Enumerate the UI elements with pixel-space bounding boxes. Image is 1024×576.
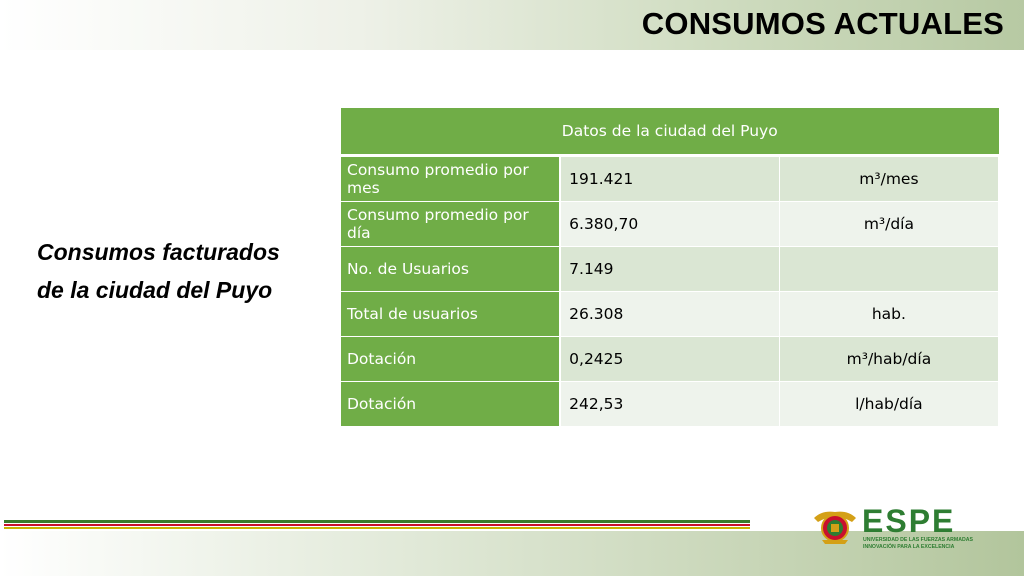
footer-stripe-red: [4, 524, 750, 526]
row-label: No. de Usuarios: [341, 247, 560, 292]
row-label: Dotación: [341, 337, 560, 382]
university-seal-icon: [812, 506, 858, 546]
footer-stripe-yellow: [4, 527, 750, 529]
svg-text:UNIVERSIDAD DE LAS FUERZAS ARM: UNIVERSIDAD DE LAS FUERZAS ARMADAS: [863, 537, 973, 543]
table-header: Datos de la ciudad del Puyo: [341, 108, 999, 156]
row-unit: l/hab/día: [779, 382, 998, 427]
espe-wordmark-icon: [862, 504, 996, 550]
slide-title: CONSUMOS ACTUALES: [641, 6, 1004, 41]
row-value: 7.149: [560, 247, 779, 292]
table-row: [341, 247, 999, 292]
table-row: [341, 202, 999, 247]
row-label: Consumo promedio por día: [341, 202, 560, 247]
table-row: [341, 337, 999, 382]
row-value: 242,53: [560, 382, 779, 427]
row-unit: m³/día: [779, 202, 998, 247]
row-value: 191.421: [560, 156, 779, 202]
subtitle-line-2: de la ciudad del Puyo: [37, 277, 273, 303]
row-label: Consumo promedio por mes: [341, 156, 560, 202]
svg-text:INNOVACIÓN PARA LA EXCELENCIA: INNOVACIÓN PARA LA EXCELENCIA: [863, 544, 955, 550]
table-row: [341, 156, 999, 202]
footer-stripe-green: [4, 520, 750, 523]
table-row: [341, 382, 999, 427]
row-value: 6.380,70: [560, 202, 779, 247]
subtitle: [37, 233, 327, 309]
data-table: [341, 108, 999, 427]
row-unit: m³/hab/día: [779, 337, 998, 382]
row-unit: hab.: [779, 292, 998, 337]
row-label: Total de usuarios: [341, 292, 560, 337]
table-row: [341, 292, 999, 337]
row-unit: [779, 247, 998, 292]
row-label: Dotación: [341, 382, 560, 427]
svg-text:ESPE: ESPE: [862, 504, 956, 539]
footer-stripes: [4, 520, 750, 530]
row-value: 26.308: [560, 292, 779, 337]
row-unit: m³/mes: [779, 156, 998, 202]
row-value: 0,2425: [560, 337, 779, 382]
espe-logo: [812, 504, 996, 550]
subtitle-line-1: Consumos facturados: [37, 239, 280, 265]
